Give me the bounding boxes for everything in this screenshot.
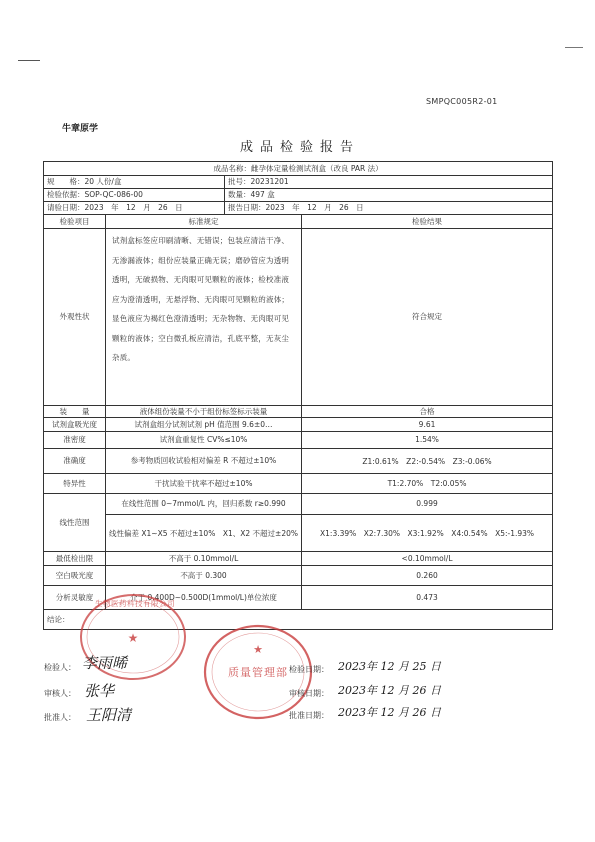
inspection-table <box>43 161 553 630</box>
approve-date: 2023年 12 月 26 日 <box>338 706 441 719</box>
report-date-cell <box>225 202 553 215</box>
row-result: 0.260 <box>302 566 553 586</box>
row-item: 装 量 <box>44 406 106 418</box>
batch-value: 20231201 <box>250 177 289 186</box>
row-result: T1:2.70% T2:0.05% <box>302 474 553 494</box>
approver-label: 批准人： <box>44 713 76 722</box>
basis-value: SOP-QC-086-00 <box>84 190 143 199</box>
col-header-item: 检验项目 <box>44 215 106 229</box>
scan-mark <box>565 47 583 48</box>
approve-date-label: 批准日期： <box>289 711 329 720</box>
basis-cell <box>44 189 225 202</box>
batch-label: 批号： <box>228 177 251 186</box>
scan-mark <box>18 60 40 61</box>
report-date-label: 报告日期： <box>228 203 266 212</box>
row-item: 准密度 <box>44 432 106 449</box>
col-header-standard: 标准规定 <box>106 215 302 229</box>
report-date-value: 2023 年 12 月 26 日 <box>265 203 364 212</box>
row-standard: 参考物质回收试验相对偏差 R 不超过±10% <box>106 449 302 474</box>
review-date: 2023年 12 月 26 日 <box>338 684 441 697</box>
reviewer-signature: 张华 <box>84 682 115 700</box>
inspector-label: 检验人： <box>44 663 76 672</box>
qty-cell <box>225 189 553 202</box>
row-standard: 线性偏差 X1~X5 不超过±10% X1、X2 不超过±20% <box>106 515 302 552</box>
inspect-date: 2023年 12 月 25 日 <box>338 660 441 673</box>
row-standard: 试剂盒重复性 CV%≤10% <box>106 432 302 449</box>
conclusion-label: 结论： <box>47 614 70 624</box>
spec-cell <box>44 176 225 189</box>
appearance-result: 符合规定 <box>302 229 553 406</box>
inspect-date-label: 检验日期： <box>289 665 329 674</box>
row-standard: 不高于 0.10mmol/L <box>106 552 302 566</box>
row-item: 特异性 <box>44 474 106 494</box>
basis-label: 检验依据： <box>47 190 85 199</box>
row-item: 准确度 <box>44 449 106 474</box>
row-result: X1:3.39% X2:7.30% X3:1.92% X4:0.54% X5:-1.93% <box>302 515 553 552</box>
document-code: SMPQC005R2-01 <box>426 97 498 106</box>
row-item: 空白吸光度 <box>44 566 106 586</box>
qa-seal-text: 质量管理部 <box>228 666 288 679</box>
row-item: 试剂盒吸光度 <box>44 418 106 432</box>
row-item: 分析灵敏度 <box>44 586 106 610</box>
spec-label: 规 格： <box>47 177 85 186</box>
appearance-standard: 试剂盒标签应印刷清晰、无错误；包装应清洁干净、无渗漏液体；组份应装量正确无误；磨砂管应为透明透明，无破损物、无肉眼可见颗粒的液体；检校准液应为澄清透明，无悬浮物、无肉眼可见颗粒的液体；显色液应为褐红色澄清透明；无杂物物、无肉眼可见颗粒的液体；空白微孔板应清洁，孔底平整，无灰尘杂质。 <box>106 229 302 406</box>
row-result: 0.473 <box>302 586 553 610</box>
qty-value: 497 盒 <box>250 190 275 199</box>
col-header-result: 检验结果 <box>302 215 553 229</box>
row-result: 9.61 <box>302 418 553 432</box>
row-result: Z1:0.61% Z2:-0.54% Z3:-0.06% <box>302 449 553 474</box>
row-standard: 干扰试验干扰率不超过±10% <box>106 474 302 494</box>
report-title: 成品检验报告 <box>239 140 360 155</box>
svg-text:★: ★ <box>253 643 263 656</box>
row-standard: 不高于 0.300 <box>106 566 302 586</box>
row-result: <0.10mmol/L <box>302 552 553 566</box>
spec-value: 20 人份/盒 <box>84 177 122 186</box>
header-stamp-text: 牛章原学 <box>62 124 99 134</box>
row-result: 1.54% <box>302 432 553 449</box>
approver-signature: 王阳清 <box>86 706 132 724</box>
row-standard: 在线性范围 0~7mmol/L 内，回归系数 r≥0.990 <box>106 494 302 515</box>
row-result: 合格 <box>302 406 553 418</box>
batch-cell <box>225 176 553 189</box>
appearance-item: 外观性状 <box>44 229 106 406</box>
row-standard: 试剂盒组分试剂试剂 pH 值范围 9.6±0… <box>106 418 302 432</box>
qty-label: 数量： <box>228 190 251 199</box>
company-seal-text: 生物医药科技有限公司 <box>95 599 175 608</box>
reviewer-label: 审核人： <box>44 689 76 698</box>
inspector-signature: 李雨晞 <box>82 654 128 672</box>
product-name: 成品名称：雌孕体定量检测试剂盒（改良 PAR 法） <box>44 162 553 176</box>
row-standard: 介于 0.400D~0.500D(1mmol/L)单位浓度 <box>106 586 302 610</box>
row-standard: 液体组份装量不小于组份标签标示装量 <box>106 406 302 418</box>
review-date-label: 审核日期： <box>289 689 329 698</box>
request-date-cell <box>44 202 225 215</box>
row-item: 线性范围 <box>44 494 106 552</box>
request-date-value: 2023 年 12 月 26 日 <box>84 203 183 212</box>
row-result: 0.999 <box>302 494 553 515</box>
row-item: 最低检出限 <box>44 552 106 566</box>
request-date-label: 请验日期： <box>47 203 85 212</box>
svg-text:★: ★ <box>127 631 139 645</box>
